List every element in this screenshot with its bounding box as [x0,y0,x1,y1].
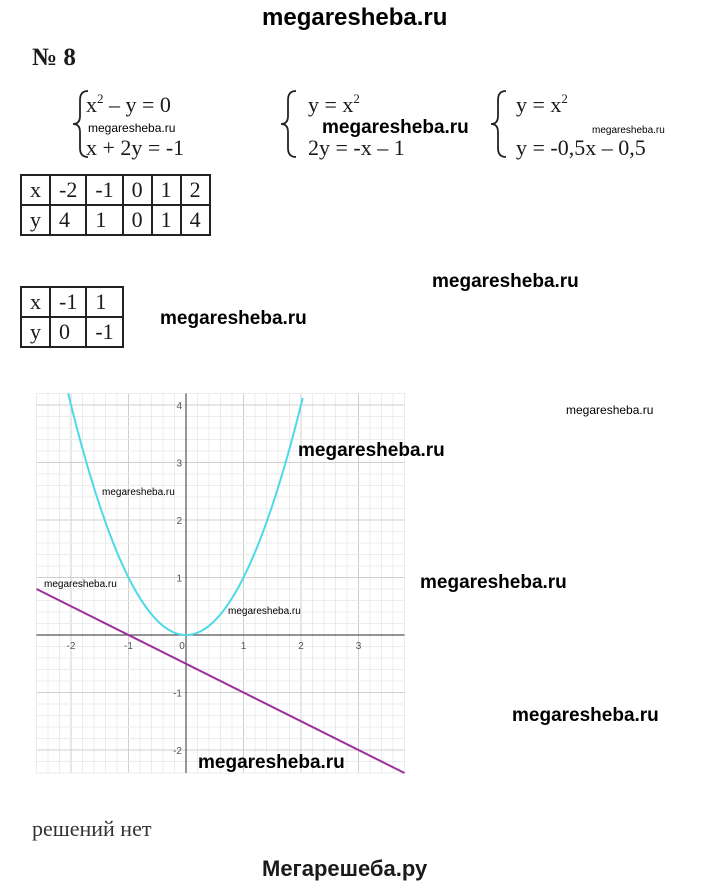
table-cell: -1 [86,175,122,205]
watermark: megaresheba.ru [592,125,665,136]
table-cell: 4 [50,205,86,235]
watermark: megaresheba.ru [322,117,469,138]
answer-text: решений нет [32,816,152,841]
watermark: megaresheba.ru [102,487,175,498]
table-cell: 2 [181,175,210,205]
table-cell: 0 [123,205,152,235]
watermark: megaresheba.ru [298,440,445,461]
table-row-label: x [21,287,50,317]
x-tick-label: -1 [124,641,133,652]
watermark: megaresheba.ru [160,308,307,329]
x-tick-label: 1 [240,641,247,652]
system-3-equation-2: y = -0,5x – 0,5 [516,135,646,160]
table-cell: 1 [86,205,122,235]
watermark: megaresheba.ru [44,579,117,590]
value-table-line [20,286,124,348]
problem-number: № 8 [32,44,76,71]
table-row [21,205,210,235]
y-tick-label: 3 [176,458,182,470]
table-cell: -2 [50,175,86,205]
table-cell: 1 [152,175,181,205]
watermark: megaresheba.ru [432,271,579,292]
table-row [21,287,123,317]
table-cell: 1 [86,287,122,317]
y-tick-label: -1 [173,688,182,700]
system-3-brace [488,88,510,160]
table-cell: -1 [50,287,86,317]
watermark: megaresheba.ru [566,403,654,417]
watermark: megaresheba.ru [420,572,567,593]
table-row-label: y [21,317,50,347]
system-2-equation-2: 2y = -x – 1 [308,135,405,160]
footer-brand: Мегарешеба.ру [262,856,428,881]
x-tick-label: 3 [355,641,362,652]
system-2-brace [278,88,300,160]
site-title: megaresheba.ru [262,4,448,31]
table-cell: 0 [50,317,86,347]
y-tick-label: -2 [173,746,182,757]
table-row-label: y [21,205,50,235]
x-tick-label: 2 [298,641,304,652]
table-cell: -1 [86,317,122,347]
system-2-equation-1: $y = x^2$ [308,91,360,117]
x-tick-label: 0 [179,641,185,652]
table-row [21,175,210,205]
y-tick-label: 4 [176,401,182,412]
table-cell: 1 [152,205,181,235]
table-row-label: x [21,175,50,205]
value-table-parabola [20,174,211,236]
y-tick-label: 1 [176,573,182,585]
system-3-equation-1: $y = x^2$ [516,91,568,117]
table-row [21,317,123,347]
watermark: megaresheba.ru [228,606,301,617]
table-cell: 0 [123,175,152,205]
watermark: megaresheba.ru [198,752,345,773]
table-cell: 4 [181,205,210,235]
system-1-equation-1: $x^2 - y = 0$ [86,91,171,117]
watermark: megaresheba.ru [512,705,659,726]
watermark: megaresheba.ru [88,121,176,135]
y-tick-label: 2 [176,516,182,527]
x-tick-label: -2 [66,641,76,652]
system-1-equation-2: x + 2y = -1 [86,135,185,160]
